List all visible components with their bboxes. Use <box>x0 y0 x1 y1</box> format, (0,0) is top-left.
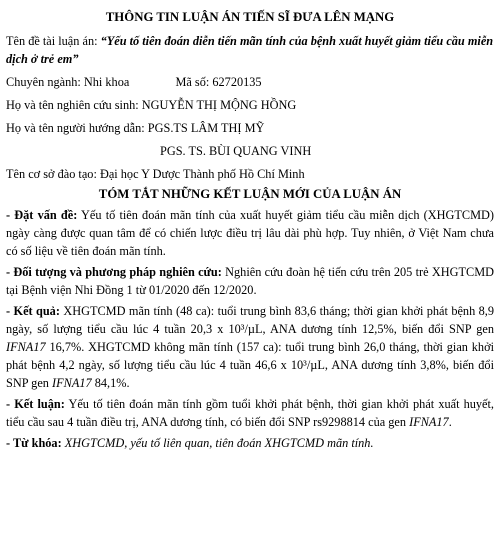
results-gene-1: IFNA17 <box>6 340 46 354</box>
major-value: Nhi khoa <box>83 75 130 89</box>
problem-label: Đặt vấn đề: <box>14 208 78 222</box>
major-row <box>6 73 494 91</box>
advisor-label: Họ và tên người hướng dẫn: <box>6 121 145 135</box>
advisor-row <box>6 119 494 137</box>
conclusion-label: Kết luận: <box>14 397 65 411</box>
keywords-paragraph: - Từ khóa: XHGTCMD, yếu tố liên quan, tiên đoán XHGTCMD mãn tính. <box>6 436 374 450</box>
results-label: Kết quả: <box>13 304 60 318</box>
conclusion-gene: IFNA17 <box>409 415 449 429</box>
document-title: THÔNG TIN LUẬN ÁN TIẾN SĨ ĐƯA LÊN MẠNG <box>105 10 395 24</box>
results-paragraph: - Kết quả: XHGTCMD mãn tính (48 ca): tuổi trung bình 83,6 tháng; thời gian khởi phát bệnh 8,9 ngày, số lượng tiểu cầu lúc 4 tuần 20,3 x 10³/µL, ANA dương tính 12,5%, biến đổi SNP gen IFNA17 16,7%. XHGTCMD không mãn tính (157 ca): tuổi trung bình 26,0 tháng, thời gian khởi phát bệnh 4,2 ngày, số lượng tiểu cầu lúc 4 tuần 46,6 x 10³/µL, ANA dương tính 3,8%, biến đổi SNP gen IFNA17 84,1%. <box>6 304 494 390</box>
methods-label: Đối tượng và phương pháp nghiên cứu: <box>13 265 222 279</box>
results-text-1: XHGTCMD mãn tính (48 ca): tuổi trung bình 83,6 tháng; thời gian khởi phát bệnh 8,9 ngày, số lượng tiểu cầu lúc 4 tuần 20,3 x 10³/µL, ANA dương tính 12,5%, biến đổi SNP gen <box>6 304 494 336</box>
topic-row <box>6 32 494 68</box>
conclusion-end: . <box>448 415 452 429</box>
advisor-2: PGS. TS. BÙI QUANG VINH <box>160 144 312 158</box>
researcher-row <box>6 96 494 114</box>
major-label: Chuyên ngành: <box>6 75 81 89</box>
code-label: Mã số: <box>175 75 210 89</box>
conclusion-text: Yếu tố tiên đoán mãn tính gồm tuổi khởi phát bệnh, thời gian khởi phát xuất huyết, tiểu cầu sau 4 tuần điều trị, ANA dương tính, có biến đổi SNP rs9298814 của gen <box>6 397 495 429</box>
keywords-text: XHGTCMD, yếu tố liên quan, tiên đoán XHGTCMD mãn tính. <box>64 436 374 450</box>
institution-value: Đại học Y Dược Thành phố Hồ Chí Minh <box>99 167 305 181</box>
advisor-1: PGS.TS LÂM THỊ MỸ <box>147 121 265 135</box>
keywords-label: Từ khóa: <box>12 436 62 450</box>
results-gene-2: IFNA17 <box>52 376 92 390</box>
researcher-value: NGUYỄN THỊ MỘNG HỒNG <box>141 98 297 112</box>
summary-title: TÓM TẮT NHỮNG KẾT LUẬN MỚI CỦA LUẬN ÁN <box>98 187 402 201</box>
institution-row <box>6 165 494 183</box>
advisor-2-row <box>6 142 494 160</box>
researcher-label: Họ và tên nghiên cứu sinh: <box>6 98 139 112</box>
results-text-3: 84,1%. <box>94 376 130 390</box>
problem-text: Yếu tố tiên đoán mãn tính của xuất huyết giảm tiểu cầu miễn dịch (XHGTCMD) ngày càng được quan tâm để có chiến lược điều trị lâu dài phù hợp. Tuy nhiên, ở Việt Nam chưa có số liệu về tiên đoán mãn tính. <box>6 208 495 258</box>
code-value: 62720135 <box>212 75 262 89</box>
topic-label: Tên đề tài luận án: <box>6 34 98 48</box>
problem-paragraph: - Đặt vấn đề: Yếu tố tiên đoán mãn tính của xuất huyết giảm tiểu cầu miễn dịch (XHGTCMD) ngày càng được quan tâm để có chiến lược điều trị lâu dài phù hợp. Tuy nhiên, ở Việt Nam chưa có số liệu về tiên đoán mãn tính. <box>6 208 495 258</box>
institution-label: Tên cơ sở đào tạo: <box>6 167 97 181</box>
topic-value: “Yếu tố tiên đoán diễn tiến mãn tính của bệnh xuất huyết giảm tiểu cầu miễn dịch ở trẻ em” <box>6 34 494 66</box>
methods-paragraph: - Đối tượng và phương pháp nghiên cứu: Nghiên cứu đoàn hệ tiến cứu trên 205 trẻ XHGTCMD tại Bệnh viện Nhi Đồng 1 từ 01/2020 đến 12/2020. <box>6 265 495 297</box>
methods-text: Nghiên cứu đoàn hệ tiến cứu trên 205 trẻ XHGTCMD tại Bệnh viện Nhi Đồng 1 từ 01/2020 đến 12/2020. <box>6 265 495 297</box>
results-text-2: 16,7%. XHGTCMD không mãn tính (157 ca): tuổi trung bình 26,0 tháng, thời gian khởi phát bệnh 4,2 ngày, số lượng tiểu cầu lúc 4 tuần 46,6 x 10³/µL, ANA dương tính 3,8%, biến đổi SNP gen <box>6 340 494 390</box>
conclusion-paragraph: - Kết luận: Yếu tố tiên đoán mãn tính gồm tuổi khởi phát bệnh, thời gian khởi phát xuất huyết, tiểu cầu sau 4 tuần điều trị, ANA dương tính, có biến đổi SNP rs9298814 của gen IFNA17. <box>6 397 495 429</box>
